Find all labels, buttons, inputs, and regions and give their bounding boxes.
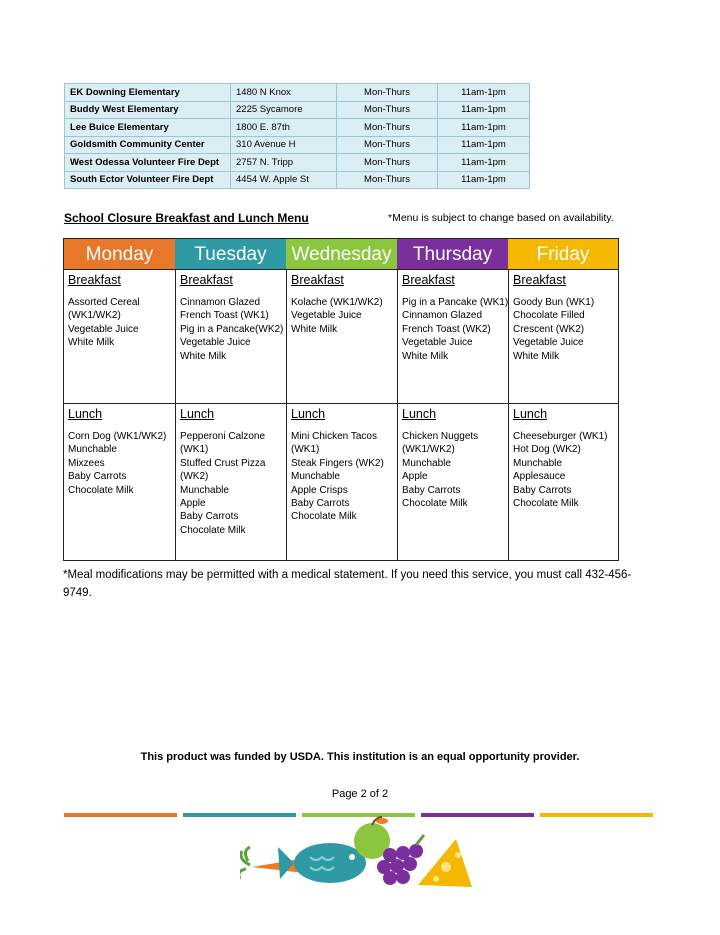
lunch-cell [64, 404, 175, 560]
color-stripe [64, 813, 177, 817]
location-days: Mon-Thurs [337, 154, 438, 172]
location-name: West Odessa Volunteer Fire Dept [65, 154, 231, 172]
day-header-thursday: Thursday [397, 239, 508, 270]
cheese-icon [418, 839, 472, 887]
menu-item: French Toast (WK1) [180, 310, 269, 322]
location-address: 1800 E. 87th [231, 119, 337, 137]
location-address: 310 Avenue H [231, 136, 337, 154]
menu-grid [63, 238, 619, 561]
menu-item: Vegetable Juice [402, 337, 473, 349]
breakfast-cell [398, 270, 508, 404]
location-days: Mon-Thurs [337, 136, 438, 154]
lunch-label: Lunch [513, 407, 548, 421]
medical-note: *Meal modifications may be permitted with a medical statement. If you need this service, you must call 432-456-9749. [63, 569, 632, 599]
menu-item: Munchable [513, 457, 562, 469]
day-column-friday [508, 270, 618, 560]
location-days: Mon-Thurs [337, 119, 438, 137]
location-name: Goldsmith Community Center [65, 136, 231, 154]
location-address: 4454 W. Apple St [231, 171, 337, 189]
location-row [65, 84, 530, 102]
menu-item: Pepperoni Calzone [180, 431, 266, 442]
location-row [65, 171, 530, 189]
menu-item: (WK1) [180, 444, 209, 456]
location-address: 2225 Sycamore [231, 101, 337, 119]
menu-note: *Menu is subject to change based on availability. [388, 212, 614, 224]
menu-item: Chocolate Milk [68, 484, 134, 496]
menu-item: Pig in a Pancake (WK1) [402, 297, 509, 308]
menu-item: Munchable [291, 471, 340, 483]
food-illustration [240, 815, 480, 895]
menu-item: Munchable [402, 457, 451, 469]
location-days: Mon-Thurs [337, 171, 438, 189]
menu-item: Chocolate Milk [180, 524, 246, 536]
menu-item: Assorted Cereal [68, 297, 140, 308]
menu-item: Baby Carrots [291, 498, 350, 510]
menu-item: Apple Crisps [291, 484, 348, 496]
fish-icon [278, 843, 366, 883]
location-days: Mon-Thurs [337, 101, 438, 119]
menu-item: Crescent (WK2) [513, 323, 585, 335]
lunch-label: Lunch [402, 407, 437, 421]
menu-item: Cinnamon Glazed [402, 310, 483, 322]
day-column-tuesday [175, 270, 286, 560]
menu-item: Kolache (WK1/WK2) [291, 297, 383, 308]
breakfast-cell [509, 270, 618, 404]
location-name: Lee Buice Elementary [65, 119, 231, 137]
menu-item: White Milk [402, 350, 449, 362]
day-header-tuesday: Tuesday [175, 239, 286, 270]
day-header-wednesday: Wednesday [286, 239, 397, 270]
lunch-label: Lunch [291, 407, 326, 421]
day-column-monday [64, 270, 175, 560]
location-name: South Ector Volunteer Fire Dept [65, 171, 231, 189]
location-time: 11am-1pm [438, 136, 530, 154]
menu-item: Chocolate Milk [291, 511, 357, 523]
menu-item: Chocolate Filled [513, 310, 585, 322]
menu-item: Vegetable Juice [291, 310, 362, 322]
location-name: Buddy West Elementary [65, 101, 231, 119]
breakfast-cell [64, 270, 175, 404]
menu-item: Stuffed Crust Pizza [180, 457, 266, 469]
lunch-cell [176, 404, 286, 560]
location-row [65, 119, 530, 137]
page-number: Page 2 of 2 [331, 788, 389, 800]
menu-item: Mixzees [68, 457, 105, 469]
location-time: 11am-1pm [438, 154, 530, 172]
menu-item: Baby Carrots [402, 484, 461, 496]
day-header-friday: Friday [508, 239, 618, 270]
menu-item: Vegetable Juice [68, 323, 139, 335]
menu-item: Baby Carrots [513, 484, 572, 496]
day-column-thursday [397, 270, 508, 560]
menu-item: (WK2) [180, 471, 209, 483]
location-address: 2757 N. Tripp [231, 154, 337, 172]
menu-item: Munchable [68, 444, 117, 456]
menu-item: Pig in a Pancake(WK2) [180, 323, 284, 335]
menu-item: Chocolate Milk [402, 498, 468, 510]
location-name: EK Downing Elementary [65, 84, 231, 102]
location-time: 11am-1pm [438, 119, 530, 137]
location-row [65, 136, 530, 154]
menu-item: White Milk [180, 350, 227, 362]
menu-item: Chicken Nuggets [402, 431, 479, 442]
breakfast-cell [176, 270, 286, 404]
menu-item: Mini Chicken Tacos [291, 431, 377, 442]
menu-item: Applesauce [513, 471, 566, 483]
menu-item: Apple [402, 471, 428, 483]
menu-item: Baby Carrots [180, 511, 239, 523]
breakfast-cell [287, 270, 397, 404]
breakfast-label: Breakfast [180, 273, 233, 287]
location-time: 11am-1pm [438, 101, 530, 119]
menu-item: Corn Dog (WK1/WK2) [68, 431, 167, 442]
menu-item: Cinnamon Glazed [180, 297, 261, 308]
locations-table [64, 83, 530, 189]
menu-item: White Milk [513, 350, 560, 362]
breakfast-label: Breakfast [68, 273, 121, 287]
breakfast-label: Breakfast [291, 273, 344, 287]
day-column-wednesday [286, 270, 397, 560]
menu-item: Steak Fingers (WK2) [291, 457, 384, 469]
menu-item: Munchable [180, 484, 229, 496]
menu-item: White Milk [68, 337, 115, 349]
menu-item: Hot Dog (WK2) [513, 444, 581, 456]
location-row [65, 154, 530, 172]
lunch-label: Lunch [68, 407, 103, 421]
breakfast-label: Breakfast [513, 273, 566, 287]
locations-table-body [65, 84, 530, 189]
menu-item: (WK1/WK2) [68, 310, 121, 322]
menu-item: (WK1) [291, 444, 320, 456]
menu-item: Cheeseburger (WK1) [513, 431, 608, 442]
lunch-cell [398, 404, 508, 560]
lunch-label: Lunch [180, 407, 215, 421]
menu-item: Vegetable Juice [180, 337, 251, 349]
lunch-cell [509, 404, 618, 560]
menu-item: (WK1/WK2) [402, 444, 455, 456]
menu-item: Vegetable Juice [513, 337, 584, 349]
location-days: Mon-Thurs [337, 84, 438, 102]
usda-statement: This product was funded by USDA. This institution is an equal opportunity provider. [140, 751, 580, 763]
lunch-cell [287, 404, 397, 560]
menu-item: White Milk [291, 323, 338, 335]
menu-title: School Closure Breakfast and Lunch Menu [64, 211, 309, 225]
menu-item: French Toast (WK2) [402, 323, 491, 335]
menu-item: Goody Bun (WK1) [513, 297, 595, 308]
day-header-monday: Monday [64, 239, 175, 270]
color-stripe [540, 813, 653, 817]
location-time: 11am-1pm [438, 84, 530, 102]
menu-item: Apple [180, 498, 206, 510]
location-row [65, 101, 530, 119]
menu-item: Baby Carrots [68, 471, 127, 483]
location-time: 11am-1pm [438, 171, 530, 189]
menu-item: Chocolate Milk [513, 498, 579, 510]
location-address: 1480 N Knox [231, 84, 337, 102]
breakfast-label: Breakfast [402, 273, 455, 287]
